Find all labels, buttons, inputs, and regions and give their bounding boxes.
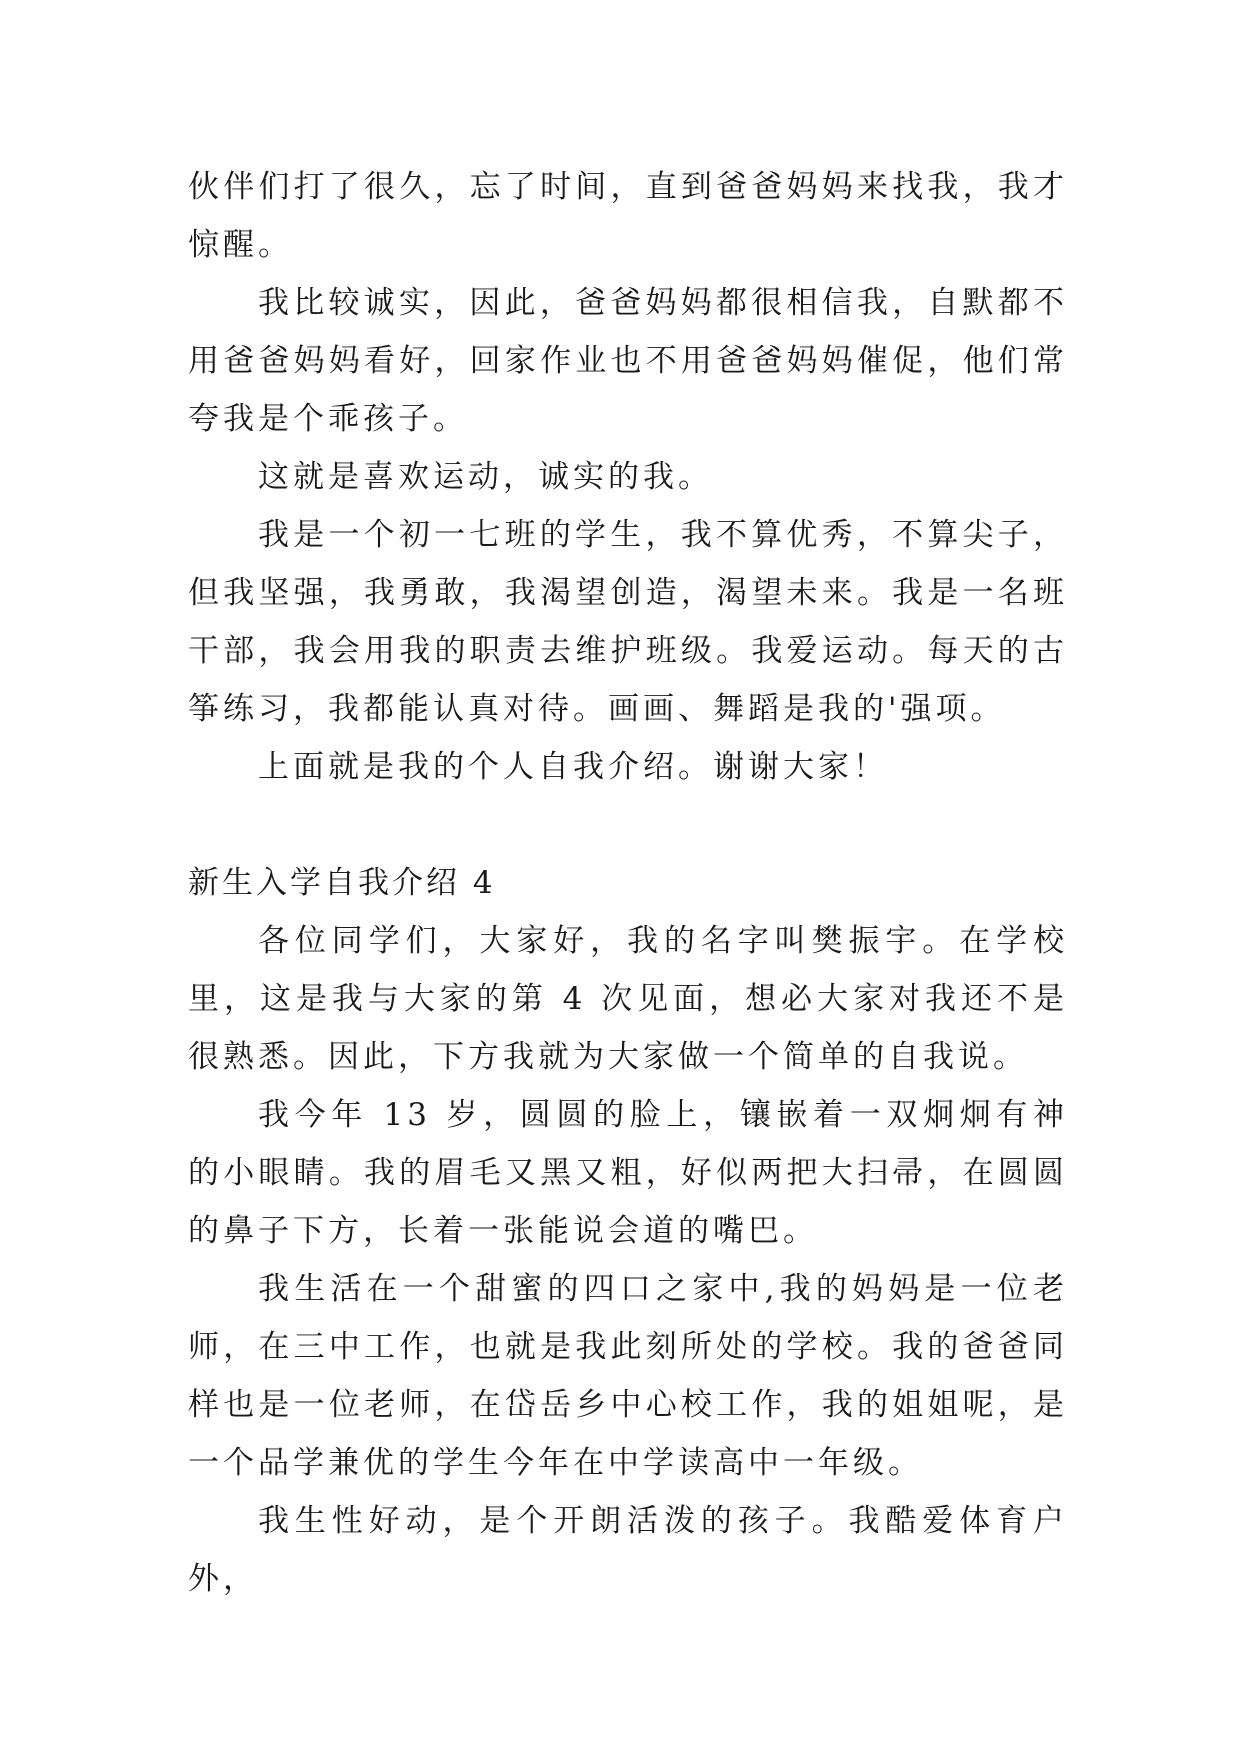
- paragraph-closing: 上面就是我的个人自我介绍。谢谢大家！: [258, 749, 888, 785]
- paragraph-greeting: 各位同学们，大家好，我的名字叫樊振宇。在学校里，这是我与大家的第 4 次见面，想必大家对我还不是很熟悉。因此，下方我就为大家做一个简单的自我说。: [188, 923, 1068, 1075]
- paragraph-personality: 我生性好动，是个开朗活泼的孩子。我酷爱体育户外，: [188, 1503, 1068, 1597]
- paragraph-continuation: 伙伴们打了很久，忘了时间，直到爸爸妈妈来找我，我才惊醒。: [188, 169, 1068, 263]
- section-title: 新生入学自我介绍 4: [188, 865, 496, 901]
- paragraph-family: 我生活在一个甜蜜的四口之家中,我的妈妈是一位老师，在三中工作，也就是我此刻所处的学校。我的爸爸同样也是一位老师，在岱岳乡中心校工作，我的姐姐呢，是一个品学兼优的学生今年在中学读高中一年级。: [188, 1271, 1068, 1481]
- paragraph-class-intro: 我是一个初一七班的学生，我不算优秀，不算尖子，但我坚强，我勇敢，我渴望创造，渴望未来。我是一名班干部，我会用我的职责去维护班级。我爱运动。每天的古筝练习，我都能认真对待。画画、舞蹈是我的'强项。: [188, 517, 1068, 727]
- paragraph-appearance: 我今年 13 岁，圆圆的脸上，镶嵌着一双炯炯有神的小眼睛。我的眉毛又黑又粗，好似两把大扫帚，在圆圆的鼻子下方，长着一张能说会道的嘴巴。: [188, 1097, 1068, 1249]
- paragraph-summary: 这就是喜欢运动，诚实的我。: [258, 459, 713, 495]
- paragraph-honesty: 我比较诚实，因此，爸爸妈妈都很相信我，自默都不用爸爸妈妈看好，回家作业也不用爸爸妈妈催促，他们常夸我是个乖孩子。: [188, 285, 1068, 437]
- document-body: [188, 158, 1068, 1608]
